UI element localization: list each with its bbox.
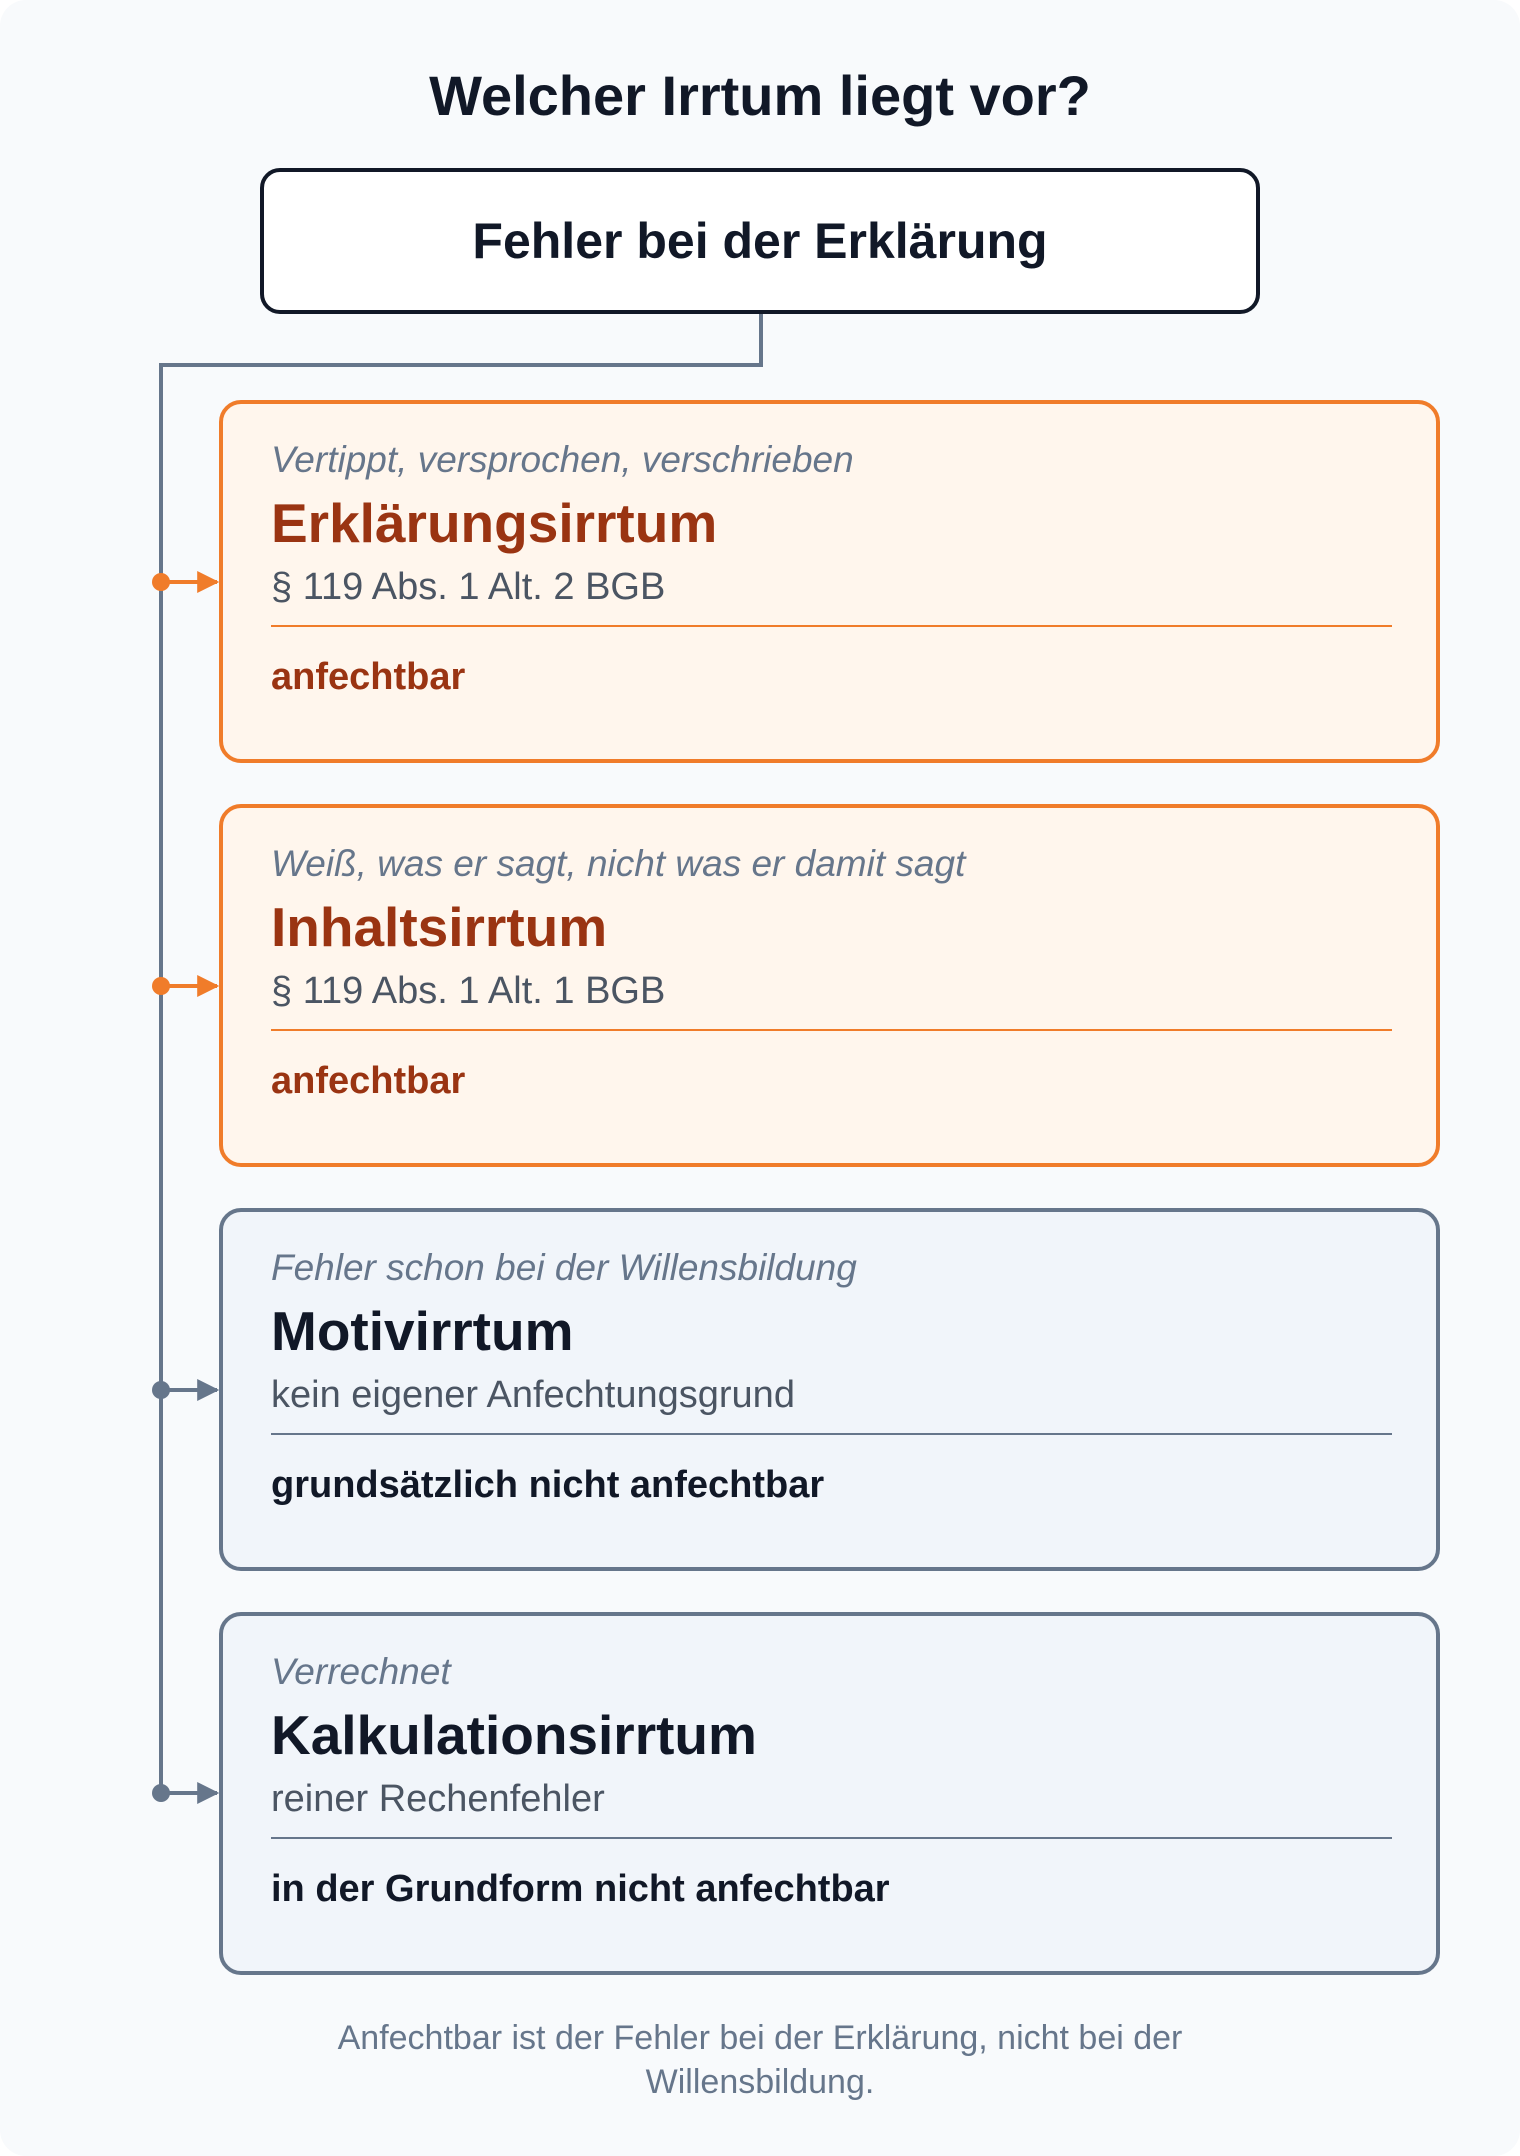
- card-inhaltsirrtum: [219, 804, 1440, 1167]
- branch-dot: [152, 1381, 170, 1399]
- card-verdict: anfechtbar: [271, 656, 466, 698]
- root-node-label: Fehler bei der Erklärung: [472, 213, 1048, 269]
- card-divider: [271, 1837, 1392, 1839]
- card-kalkulationsirrtum: [219, 1612, 1440, 1975]
- card-verdict: grundsätzlich nicht anfechtbar: [271, 1464, 825, 1506]
- card-divider: [271, 1029, 1392, 1031]
- footnote: Anfechtbar ist der Fehler bei der Erklärung, nicht bei der Willensbildung.: [337, 2019, 1183, 2101]
- card-legal-reference: § 119 Abs. 1 Alt. 2 BGB: [271, 566, 666, 608]
- card-description: reiner Rechenfehler: [271, 1778, 605, 1820]
- card-verdict: anfechtbar: [271, 1060, 466, 1102]
- card-hint: Fehler schon bei der Willensbildung: [271, 1247, 857, 1288]
- card-hint: Weiß, was er sagt, nicht was er damit sagt: [271, 843, 966, 884]
- branch-inhaltsirrtum: [152, 977, 217, 995]
- branch-dot: [152, 977, 170, 995]
- card-title: Inhaltsirrtum: [271, 896, 608, 958]
- card-hint: Verrechnet: [271, 1651, 451, 1692]
- branch-motivirrtum: [152, 1381, 217, 1399]
- card-motivirrtum: [219, 1208, 1440, 1571]
- diagram-title: Welcher Irrtum liegt vor?: [429, 64, 1091, 127]
- card-description: kein eigener Anfechtungsgrund: [271, 1374, 795, 1416]
- card-title: Erklärungsirrtum: [271, 492, 718, 554]
- card-title: Kalkulationsirrtum: [271, 1704, 757, 1766]
- card-erklaerungsirrtum: [219, 400, 1440, 763]
- card-legal-reference: § 119 Abs. 1 Alt. 1 BGB: [271, 970, 666, 1012]
- branch-erklaerungsirrtum: [152, 573, 217, 591]
- card-divider: [271, 625, 1392, 627]
- card-hint: Vertippt, versprochen, verschrieben: [271, 439, 854, 480]
- branch-kalkulationsirrtum: [152, 1784, 217, 1802]
- card-title: Motivirrtum: [271, 1300, 574, 1362]
- branch-dot: [152, 1784, 170, 1802]
- branch-dot: [152, 573, 170, 591]
- card-divider: [271, 1433, 1392, 1435]
- card-verdict: in der Grundform nicht anfechtbar: [271, 1868, 890, 1910]
